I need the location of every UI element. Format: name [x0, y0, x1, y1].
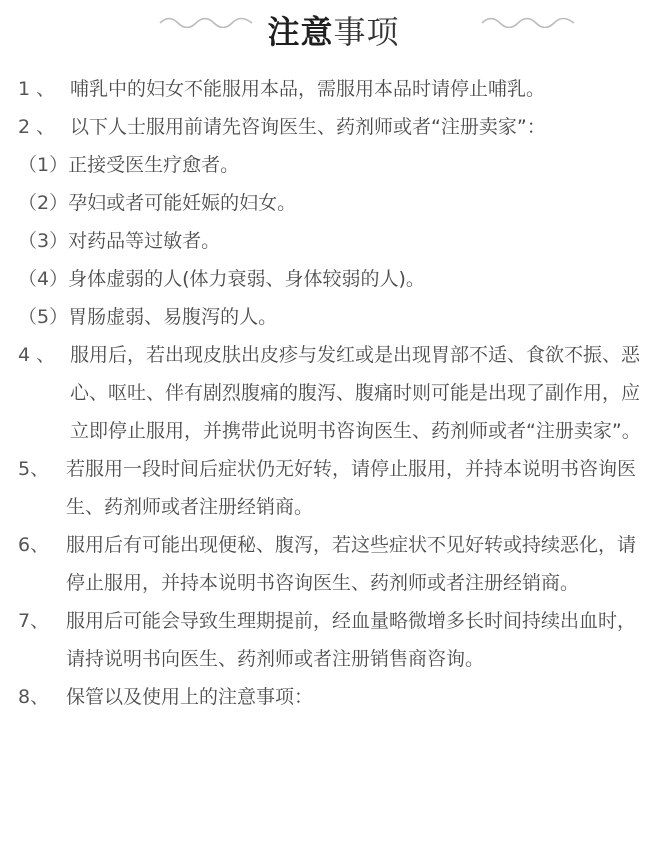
wave-decoration-right: [480, 16, 576, 28]
note-subtext: 正接受医生疗愈者。: [68, 154, 240, 176]
note-subtext: 身体虚弱的人(体力衰弱、身体较弱的人)。: [68, 268, 425, 290]
note-subtext: 孕妇或者可能妊娠的妇女。: [68, 192, 297, 214]
note-text: [18, 184, 649, 222]
title-part-1: 注意: [267, 13, 334, 51]
note-text: [18, 222, 649, 260]
note-text: [18, 298, 649, 336]
note-item-2: [18, 108, 649, 146]
note-text: 哺乳中的妇女不能服用本品，需服用本品时请停止哺乳。: [70, 78, 546, 100]
note-text: 服用后有可能出现便秘、腹泻，若这些症状不见好转或持续恶化，请停止服用，并持本说明书咨询医生、药剂师或者注册经销商。: [66, 534, 637, 594]
note-number: （5）: [18, 306, 69, 328]
note-subitem-1: [18, 146, 649, 184]
note-number: （2）: [18, 192, 69, 214]
note-number: （3）: [18, 230, 69, 252]
note-item-6: [18, 526, 649, 602]
note-text: 若服用一段时间后症状仍无好转，请停止服用，并持本说明书咨询医生、药剂师或者注册经销商。: [66, 458, 637, 518]
note-number: 1 、: [18, 78, 56, 100]
note-number: 7、: [18, 610, 50, 632]
note-item-5: [18, 450, 649, 526]
note-number: 8、: [18, 686, 50, 708]
note-number: 5、: [18, 458, 50, 480]
note-text: 保管以及使用上的注意事项：: [66, 686, 314, 708]
page-title: [267, 13, 400, 51]
note-item-8: [18, 678, 649, 716]
wave-decoration-left: [158, 16, 254, 28]
note-number: 2 、: [18, 116, 56, 138]
note-text: 服用后，若出现皮肤出皮疹与发红或是出现胃部不适、食欲不振、恶心、呕吐、伴有剧烈腹痛的腹泻、腹痛时则可能是出现了副作用，应立即停止服用，并携带此说明书咨询医生、药剂师或者“注册卖家”。: [70, 344, 641, 442]
note-text: 以下人士服用前请先咨询医生、药剂师或者“注册卖家”：: [70, 116, 546, 138]
note-subtext: 对药品等过敏者。: [68, 230, 221, 252]
note-item-1: [18, 70, 649, 108]
title-part-2: 事项: [333, 13, 400, 51]
note-number: （1）: [18, 154, 69, 176]
note-text: [18, 260, 649, 298]
note-text: [18, 146, 649, 184]
note-subtext: 胃肠虚弱、易腹泻的人。: [68, 306, 278, 328]
note-subitem-3: [18, 222, 649, 260]
note-subitem-4: [18, 260, 649, 298]
section-header: [18, 0, 649, 62]
note-subitem-5: [18, 298, 649, 336]
note-number: 4 、: [18, 344, 56, 366]
note-item-7: [18, 602, 649, 678]
note-text: 服用后可能会导致生理期提前，经血量略微增多长时间持续出血时，请持说明书向医生、药剂师或者注册销售商咨询。: [66, 610, 637, 670]
note-number: 6、: [18, 534, 50, 556]
notes-list: [18, 70, 649, 716]
note-number: （4）: [18, 268, 69, 290]
note-item-4: [18, 336, 649, 450]
note-subitem-2: [18, 184, 649, 222]
